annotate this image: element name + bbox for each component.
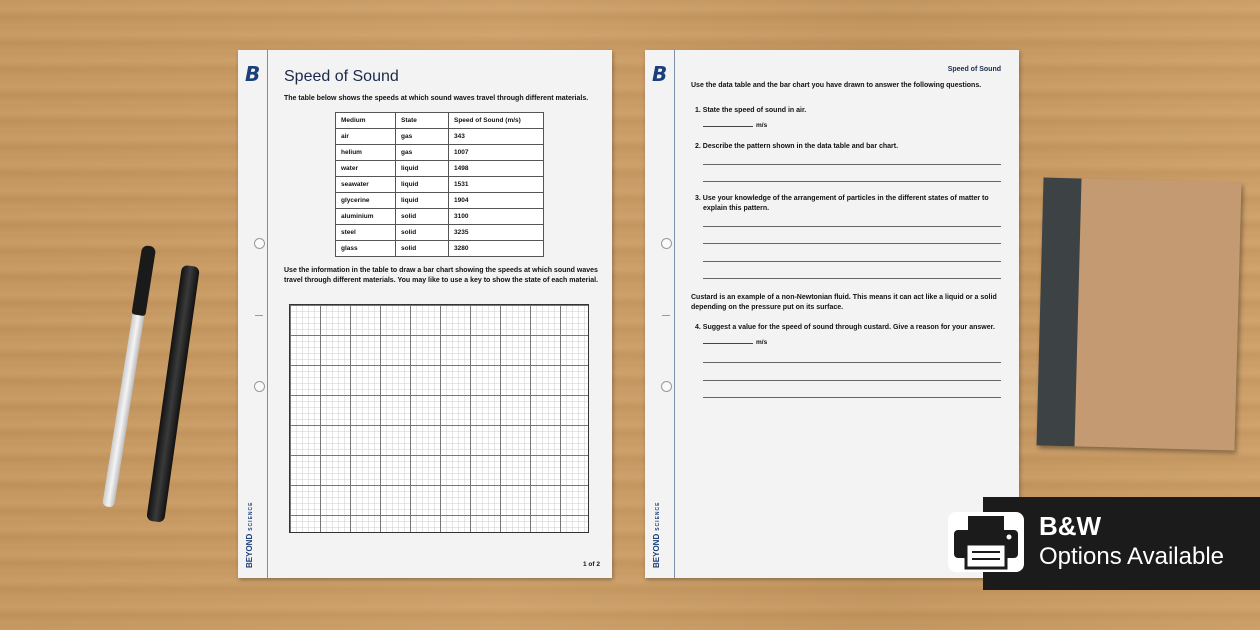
answer-line[interactable] xyxy=(703,278,1001,279)
pen-black xyxy=(146,265,200,523)
worksheet-page-1 xyxy=(238,50,612,578)
beyond-logo: B xyxy=(245,62,261,86)
table-cell: steel xyxy=(336,225,396,241)
punch-hole xyxy=(254,238,265,249)
table-cell: aluminium xyxy=(336,209,396,225)
fold-mark xyxy=(662,315,670,316)
table-cell: glass xyxy=(336,241,396,257)
worksheet-page-2 xyxy=(645,50,1019,578)
binding-strip: B BEYONDSCIENCE xyxy=(645,50,675,578)
custard-text: Custard is an example of a non-Newtonian fluid. This means it can act like a liquid or a solid depending on the pressure put on its surface. xyxy=(691,294,997,311)
question-3: 3. Use your knowledge of the arrangement of particles in the different states of matter to explain this pattern. xyxy=(695,195,989,212)
table-cell: 343 xyxy=(449,129,544,145)
answer-line[interactable] xyxy=(703,164,1001,165)
speed-table xyxy=(335,112,544,257)
fold-mark xyxy=(255,315,263,316)
table-cell: State xyxy=(396,113,449,129)
table-row xyxy=(336,193,544,209)
table-row xyxy=(336,241,544,257)
table-row xyxy=(336,113,544,129)
answer-line[interactable] xyxy=(703,261,1001,262)
badge-subtitle: Options Available xyxy=(1039,543,1225,570)
graph-paper-grid[interactable] xyxy=(289,304,589,533)
answer-line[interactable] xyxy=(703,362,1001,363)
bw-options-badge xyxy=(983,497,1260,590)
pen-clear xyxy=(102,247,155,508)
answer-line[interactable] xyxy=(703,397,1001,398)
table-cell: Medium xyxy=(336,113,396,129)
table-cell: air xyxy=(336,129,396,145)
binding-strip: B BEYONDSCIENCE xyxy=(238,50,268,578)
table-cell: gas xyxy=(396,145,449,161)
beyond-logo: B xyxy=(652,62,668,86)
question-4: 4. Suggest a value for the speed of sound through custard. Give a reason for your answer. xyxy=(695,324,995,331)
table-row xyxy=(336,129,544,145)
table-cell: 1498 xyxy=(449,161,544,177)
table-cell: 1531 xyxy=(449,177,544,193)
page-title: Speed of Sound xyxy=(284,68,399,85)
page-number: 1 of 2 xyxy=(583,561,600,568)
table-row xyxy=(336,145,544,161)
badge-title: B&W xyxy=(1039,511,1102,541)
table-cell: 1007 xyxy=(449,145,544,161)
punch-hole xyxy=(661,238,672,249)
table-cell: seawater xyxy=(336,177,396,193)
table-cell: 3235 xyxy=(449,225,544,241)
answer-blank-1[interactable]: m/s xyxy=(703,122,767,129)
table-cell: 3280 xyxy=(449,241,544,257)
table-cell: liquid xyxy=(396,193,449,209)
punch-hole xyxy=(661,381,672,392)
instruction-text: Use the information in the table to draw a bar chart showing the speeds at which sound waves travel through different materials. You may like to use a key to show the state of each material. xyxy=(284,267,599,284)
table-row xyxy=(336,177,544,193)
table-cell: water xyxy=(336,161,396,177)
table-cell: Speed of Sound (m/s) xyxy=(449,113,544,129)
answer-line[interactable] xyxy=(703,226,1001,227)
table-row xyxy=(336,161,544,177)
table-cell: 1904 xyxy=(449,193,544,209)
intro-text: Use the data table and the bar chart you have drawn to answer the following questions. xyxy=(691,82,982,89)
question-1: 1. State the speed of sound in air. xyxy=(695,107,807,114)
table-row xyxy=(336,209,544,225)
page-header: Speed of Sound xyxy=(947,66,1001,73)
table-cell: helium xyxy=(336,145,396,161)
answer-blank-4[interactable]: m/s xyxy=(703,339,767,346)
table-cell: gas xyxy=(396,129,449,145)
punch-hole xyxy=(254,381,265,392)
table-row xyxy=(336,225,544,241)
answer-line[interactable] xyxy=(703,380,1001,381)
answer-line[interactable] xyxy=(703,243,1001,244)
table-cell: liquid xyxy=(396,161,449,177)
table-cell: glycerine xyxy=(336,193,396,209)
question-2: 2. Describe the pattern shown in the data table and bar chart. xyxy=(695,143,899,150)
answer-line[interactable] xyxy=(703,181,1001,182)
table-cell: solid xyxy=(396,241,449,257)
table-cell: liquid xyxy=(396,177,449,193)
printer-icon xyxy=(946,510,1026,574)
table-cell: 3100 xyxy=(449,209,544,225)
intro-text: The table below shows the speeds at which sound waves travel through different materials. xyxy=(284,95,589,102)
notebook xyxy=(1037,177,1242,450)
table-cell: solid xyxy=(396,225,449,241)
table-cell: solid xyxy=(396,209,449,225)
